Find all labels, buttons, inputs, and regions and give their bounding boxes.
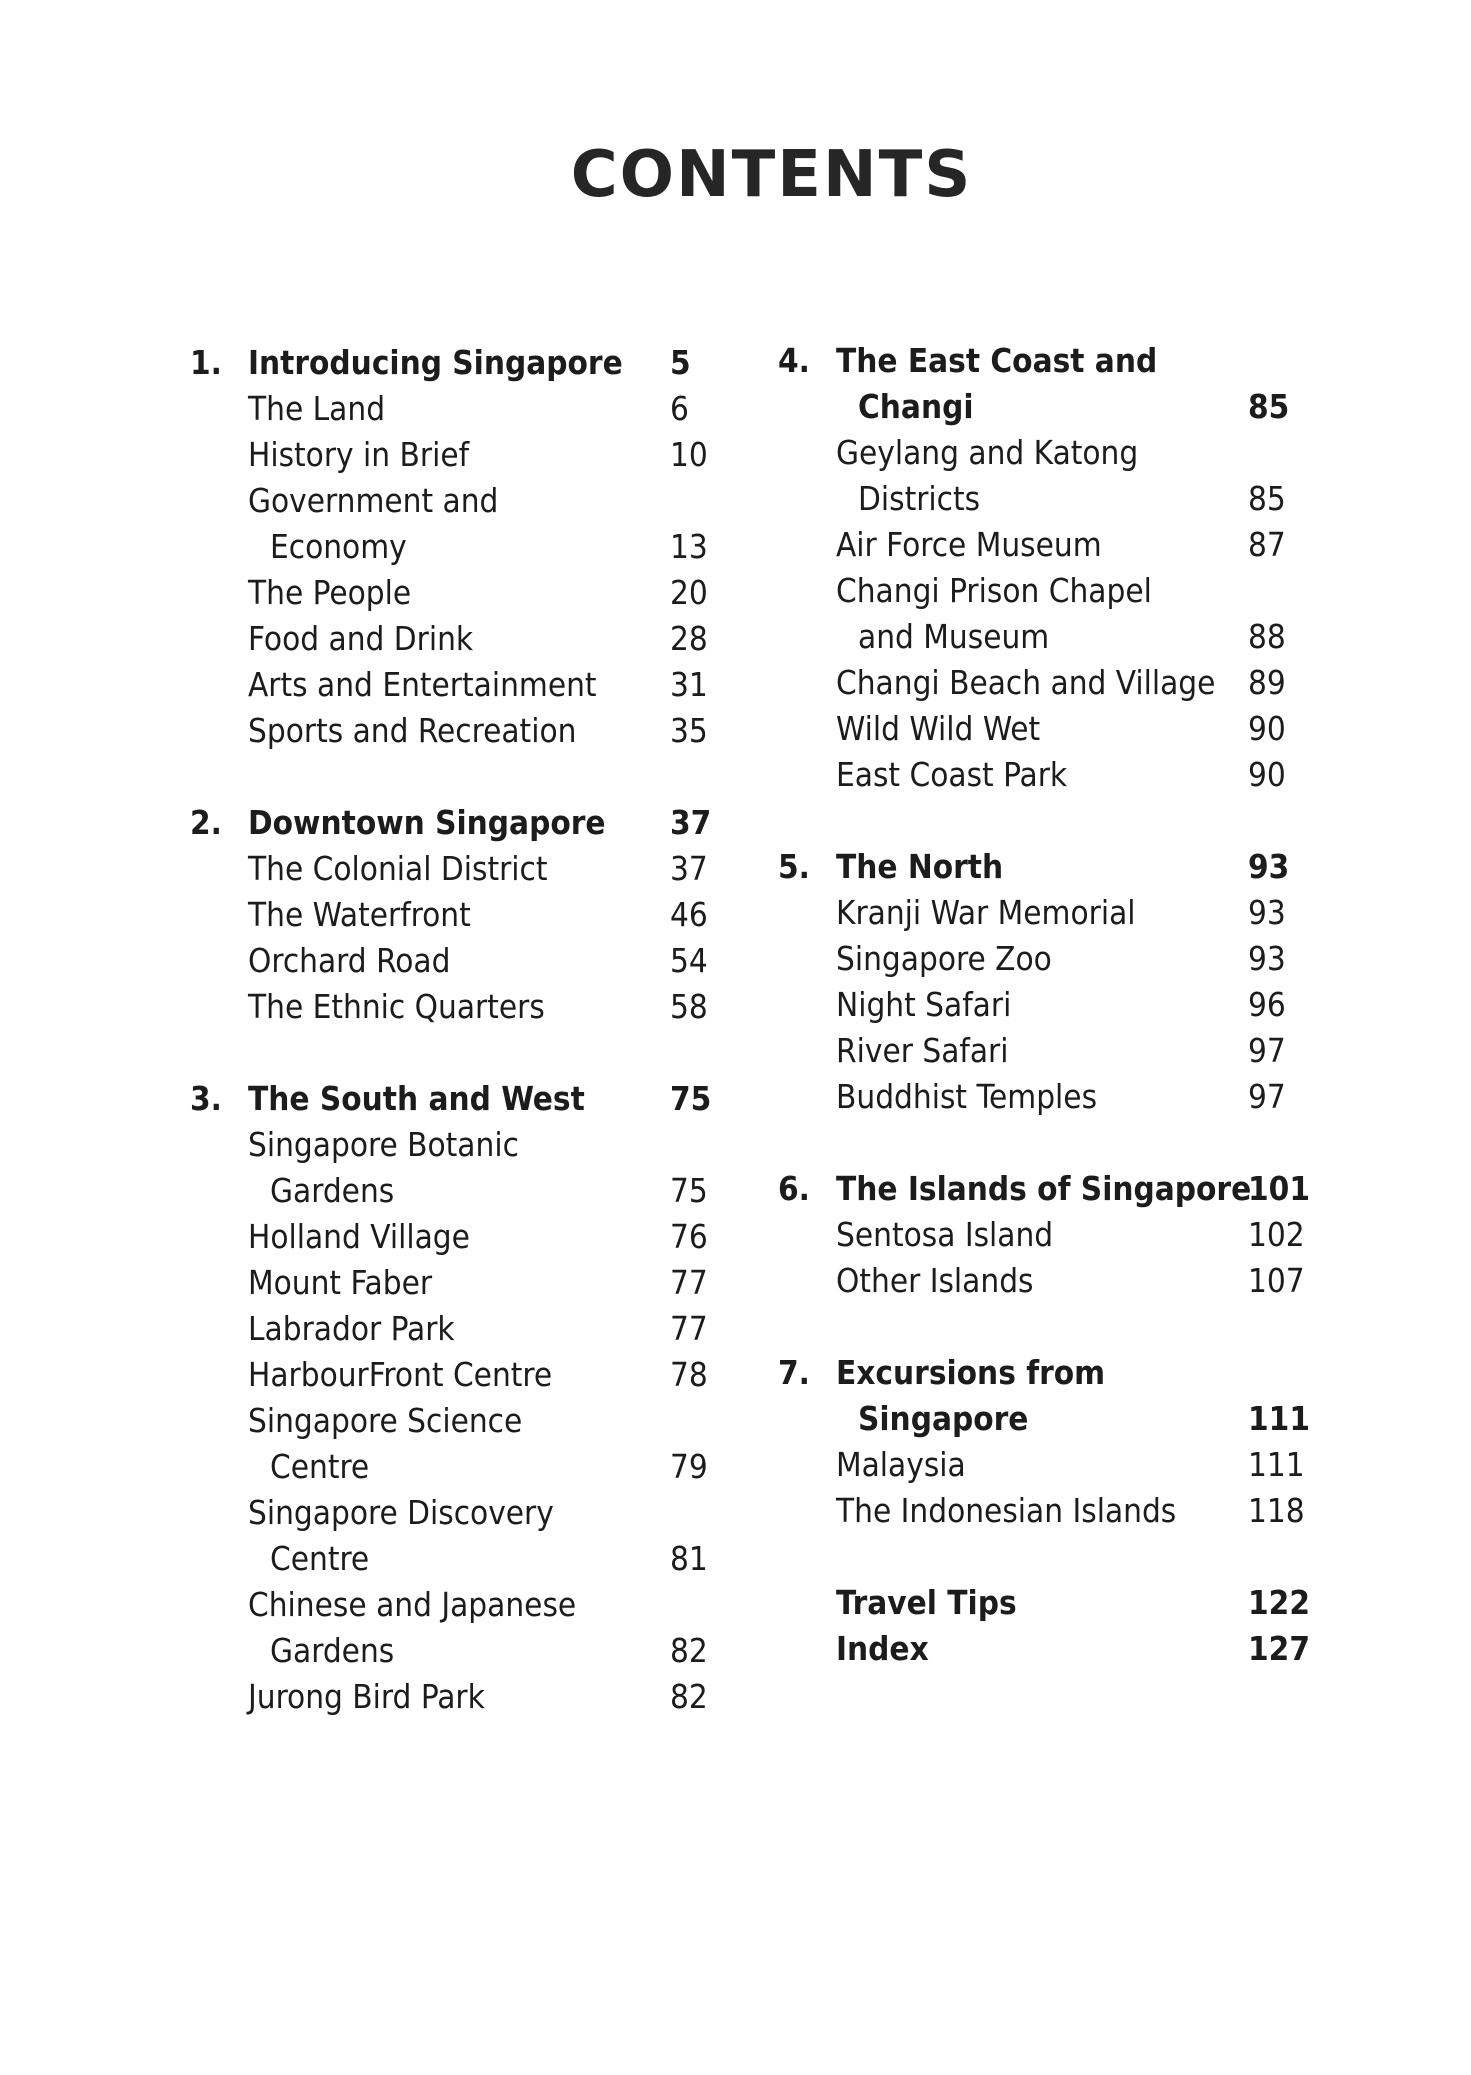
toc-entry[interactable] [190,1582,720,1628]
chapter-number: 6. [778,1169,810,1208]
page-number: 78 [670,1355,708,1394]
page-title: CONTENTS [570,138,973,212]
entry-title: Sentosa Island [836,1215,1054,1254]
chapter-6-heading[interactable] [778,1166,1318,1212]
chapter-title-continued: Changi [858,387,974,426]
entry-title: Kranji War Memorial [836,893,1136,932]
chapter-2-heading[interactable] [190,800,720,846]
chapter-3-heading[interactable] [190,1076,720,1122]
chapter-title-continued: Singapore [858,1399,1029,1438]
page-number: 81 [670,1539,708,1578]
entry-title: Changi Prison Chapel [836,571,1152,610]
toc-entry-continued[interactable] [778,614,1318,660]
entry-title-continued: Centre [270,1539,370,1578]
page-number: 77 [670,1309,708,1348]
entry-title: Other Islands [836,1261,1034,1300]
travel-tips-heading[interactable] [778,1580,1318,1626]
toc-entry[interactable] [778,1028,1318,1074]
toc-entry-continued[interactable] [190,524,720,570]
page-number: 46 [670,895,708,934]
toc-entry[interactable] [190,1674,720,1720]
toc-entry[interactable] [778,1488,1318,1534]
entry-title: History in Brief [248,435,470,474]
page-number: 97 [1248,1031,1286,1070]
page-number: 88 [1248,617,1286,656]
page-number: 28 [670,619,708,658]
toc-entry-continued[interactable] [190,1168,720,1214]
chapter-5-heading[interactable] [778,844,1318,890]
toc-entry[interactable] [190,892,720,938]
toc-entry-continued[interactable] [190,1444,720,1490]
page-number: 97 [1248,1077,1286,1116]
toc-entry[interactable] [778,1212,1318,1258]
entry-title: Mount Faber [248,1263,433,1302]
page-number: 93 [1248,847,1290,886]
entry-title: The Waterfront [248,895,471,934]
chapter-number: 5. [778,847,810,886]
toc-entry-continued[interactable] [190,1628,720,1674]
page-number: 85 [1248,479,1286,518]
entry-title: Sports and Recreation [248,711,577,750]
page-number: 107 [1248,1261,1305,1300]
entry-title: Government and [248,481,499,520]
chapter-number: 7. [778,1353,810,1392]
entry-title: Holland Village [248,1217,470,1256]
page-number: 13 [670,527,708,566]
page-number: 93 [1248,893,1286,932]
toc-entry[interactable] [778,752,1318,798]
entry-title: Chinese and Japanese [248,1585,577,1624]
toc-entry[interactable] [190,1214,720,1260]
page-number: 54 [670,941,708,980]
chapter-number: 1. [190,343,222,382]
entry-title: Food and Drink [248,619,474,658]
entry-title: Air Force Museum [836,525,1102,564]
chapter-number: 2. [190,803,222,842]
page-number: 77 [670,1263,708,1302]
toc-entry[interactable] [778,1258,1318,1304]
chapter-title: The Islands of Singapore [836,1169,1252,1208]
entry-title-continued: Gardens [270,1631,395,1670]
page-number: 90 [1248,755,1286,794]
entry-title: Arts and Entertainment [248,665,597,704]
entry-title: The Indonesian Islands [836,1491,1177,1530]
chapter-title: Excursions from [836,1353,1106,1392]
entry-title: Malaysia [836,1445,966,1484]
chapter-7-heading-continued[interactable] [778,1396,1318,1442]
section-title: Index [836,1629,929,1668]
entry-title: Wild Wild Wet [836,709,1041,748]
entry-title: Singapore Discovery [248,1493,554,1532]
toc-entry[interactable] [190,1398,720,1444]
page-number: 31 [670,665,708,704]
toc-entry[interactable] [190,478,720,524]
page-number: 111 [1248,1399,1310,1438]
toc-entry-continued[interactable] [778,476,1318,522]
entry-title: Changi Beach and Village [836,663,1216,702]
toc-entry[interactable] [190,1306,720,1352]
toc-entry[interactable] [778,660,1318,706]
toc-entry[interactable] [190,1490,720,1536]
page-number: 58 [670,987,708,1026]
entry-title-continued: Districts [858,479,981,518]
toc-entry[interactable] [778,890,1318,936]
toc-entry[interactable] [778,1074,1318,1120]
page-number: 75 [670,1079,712,1118]
entry-title: Singapore Botanic [248,1125,519,1164]
chapter-4-heading[interactable] [778,338,1318,384]
toc-entry[interactable] [190,1260,720,1306]
toc-entry[interactable] [190,616,720,662]
toc-entry[interactable] [190,1122,720,1168]
chapter-1-heading[interactable] [190,340,720,386]
chapter-7-heading[interactable] [778,1350,1318,1396]
toc-entry[interactable] [778,1442,1318,1488]
page-number: 37 [670,849,708,888]
entry-title: The Ethnic Quarters [248,987,545,1026]
page-number: 76 [670,1217,708,1256]
toc-entry[interactable] [190,386,720,432]
page-number: 20 [670,573,708,612]
toc-entry[interactable] [778,568,1318,614]
chapter-title: The North [836,847,1004,886]
page-number: 90 [1248,709,1286,748]
entry-title-continued: Gardens [270,1171,395,1210]
entry-title: Singapore Zoo [836,939,1052,978]
entry-title: Orchard Road [248,941,451,980]
entry-title: River Safari [836,1031,1009,1070]
toc-entry-continued[interactable] [190,1536,720,1582]
entry-title: HarbourFront Centre [248,1355,553,1394]
page-number: 89 [1248,663,1286,702]
page-number: 127 [1248,1629,1310,1668]
toc-entry[interactable] [778,430,1318,476]
entry-title: Jurong Bird Park [248,1677,485,1716]
entry-title: Labrador Park [248,1309,455,1348]
page-number: 111 [1248,1445,1305,1484]
toc-entry[interactable] [190,662,720,708]
chapter-title: The South and West [248,1079,585,1118]
toc-entry[interactable] [778,522,1318,568]
page-number: 82 [670,1677,708,1716]
section-title: Travel Tips [836,1583,1017,1622]
toc-entry[interactable] [190,708,720,754]
page-number: 122 [1248,1583,1310,1622]
toc-entry[interactable] [190,432,720,478]
page-number: 79 [670,1447,708,1486]
chapter-4-heading-continued[interactable] [778,384,1318,430]
toc-entry[interactable] [190,846,720,892]
entry-title: The Land [248,389,386,428]
page-number: 93 [1248,939,1286,978]
index-heading[interactable] [778,1626,1318,1672]
page-number: 101 [1248,1169,1310,1208]
page-number: 87 [1248,525,1286,564]
entry-title: Buddhist Temples [836,1077,1098,1116]
toc-entry[interactable] [778,706,1318,752]
toc-entry[interactable] [778,982,1318,1028]
entry-title-continued: Centre [270,1447,370,1486]
toc-entry[interactable] [190,1352,720,1398]
entry-title-continued: Economy [270,527,407,566]
page-number: 5 [670,343,691,382]
chapter-title: The East Coast and [836,341,1158,380]
page-number: 96 [1248,985,1286,1024]
page-number: 10 [670,435,708,474]
page-number: 82 [670,1631,708,1670]
page-number: 85 [1248,387,1290,426]
chapter-number: 3. [190,1079,222,1118]
toc-entry[interactable] [190,938,720,984]
chapter-number: 4. [778,341,810,380]
entry-title: Singapore Science [248,1401,523,1440]
chapter-title: Downtown Singapore [248,803,606,842]
page-number: 35 [670,711,708,750]
page-number: 75 [670,1171,708,1210]
page-number: 37 [670,803,712,842]
toc-entry[interactable] [190,984,720,1030]
entry-title: The Colonial District [248,849,548,888]
entry-title: Geylang and Katong [836,433,1139,472]
toc-entry[interactable] [190,570,720,616]
page-number: 6 [670,389,689,428]
page-number: 102 [1248,1215,1305,1254]
page-number: 118 [1248,1491,1305,1530]
toc-entry[interactable] [778,936,1318,982]
entry-title: The People [248,573,412,612]
entry-title: Night Safari [836,985,1012,1024]
chapter-title: Introducing Singapore [248,343,623,382]
entry-title: East Coast Park [836,755,1068,794]
entry-title-continued: and Museum [858,617,1050,656]
